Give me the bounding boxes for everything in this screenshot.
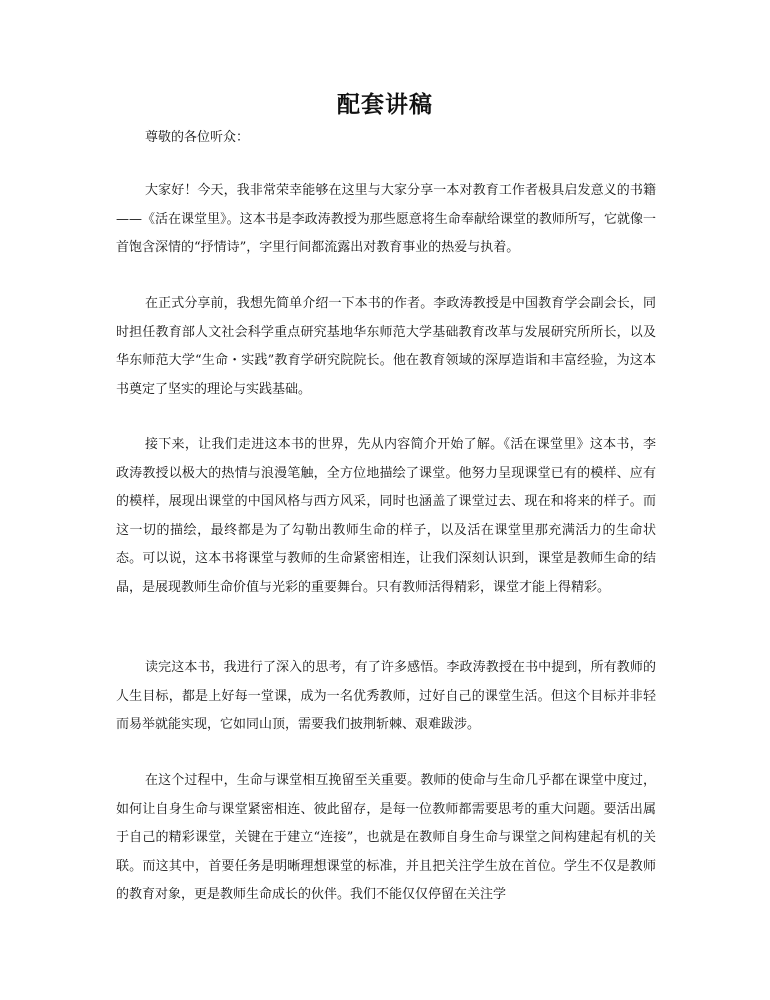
paragraph: 大家好！今天，我非常荣幸能够在这里与大家分享一本对教育工作者极具启发意义的书籍——《活在课堂里》。这本书是李政涛教授为那些愿意将生命奉献给课堂的教师所写，它就像一首饱含深情的“抒情诗”，字里行间都流露出对教育事业的热爱与执着。 — [116, 183, 656, 255]
document-title: 配套讲稿 — [337, 91, 433, 118]
paragraph: 在这个过程中，生命与课堂相互挽留至关重要。教师的使命与生命几乎都在课堂中度过，如何让自身生命与课堂紧密相连、彼此留存，是每一位教师都需要思考的重大问题。要活出属于自己的精彩课堂，关键在于建立“连接”，也就是在教师自身生命与课堂之间构建起有机的关联。而这其中，首要任务是明晰理想课堂的标准，并且把关注学生放在首位。学生不仅是教师的教育对象，更是教师生命成长的伙伴。我们不能仅仅停留在关注学 — [116, 773, 656, 902]
salutation: 尊敬的各位听众： — [145, 130, 250, 145]
paragraph: 接下来，让我们走进这本书的世界，先从内容简介开始了解。《活在课堂里》这本书，李政涛教授以极大的热情与浪漫笔触，全方位地描绘了课堂。他努力呈现课堂已有的模样、应有的模样，展现出课堂的中国风格与西方风采，同时也涵盖了课堂过去、现在和将来的样子。而这一切的描绘，最终都是为了勾勒出教师生命的样子，以及活在课堂里那充满活力的生命状态。可以说，这本书将课堂与教师的生命紧密相连，让我们深刻认识到，课堂是教师生命的结晶，是展现教师生命价值与光彩的重要舞台。只有教师活得精彩，课堂才能上得精彩。 — [116, 437, 656, 595]
paragraph: 读完这本书，我进行了深入的思考，有了许多感悟。李政涛教授在书中提到，所有教师的人生目标，都是上好每一堂课，成为一名优秀教师，过好自己的课堂生活。但这个目标并非轻而易举就能实现，它如同山顶，需要我们披荆斩棘、艰难跋涉。 — [116, 660, 656, 732]
paragraph: 在正式分享前，我想先简单介绍一下本书的作者。李政涛教授是中国教育学会副会长，同时担任教育部人文社会科学重点研究基地华东师范大学基础教育改革与发展研究所所长，以及华东师范大学“生命・实践”教育学研究院院长。他在教育领域的深厚造诣和丰富经验，为这本书奠定了坚实的理论与实践基础。 — [116, 296, 656, 397]
